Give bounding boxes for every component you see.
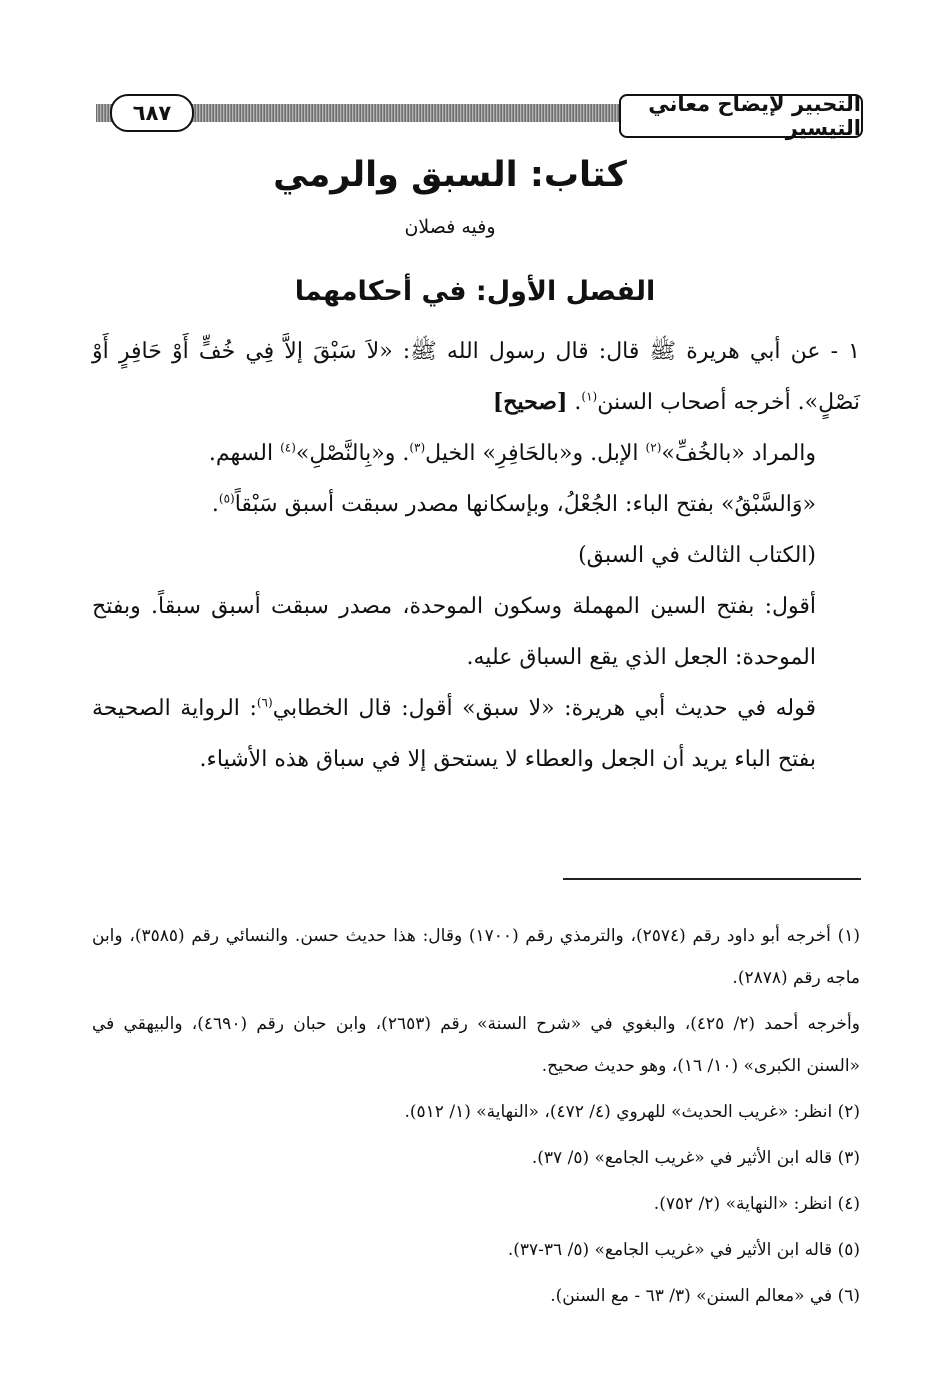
footnote: (٢) انظر: «غريب الحديث» للهروي (٤/ ٤٧٢)، «النهاية» (١/ ٥١٢).	[404, 1102, 860, 1122]
footnote-ref: (٥)	[218, 491, 235, 506]
footnote-ref: (٣)	[409, 440, 426, 455]
chapter-title: الفصل الأول: في أحكامهما	[294, 276, 656, 307]
footnote-ref: (١)	[581, 389, 598, 404]
footnote: (٦) في «معالم السنن» (٣/ ٦٣ - مع السنن).	[550, 1286, 860, 1306]
footnote-ref: (٢)	[645, 440, 662, 455]
commentary-paragraph: قوله في حديث أبي هريرة: «لا سبق» أقول: قال الخطابي$^{(٦)}$: الرواية الصحيحة بفتح الباء يريد أن الجعل والعطاء لا يستحق إلا في سباق هذه الأشياء.	[92, 695, 816, 772]
footnote-ref: (٤)	[280, 440, 296, 455]
footnote: وأخرجه أحمد (٢/ ٤٢٥)، والبغوي في «شرح السنة» رقم (٢٦٥٣)، وابن حبان رقم (٤٦٩٠)، والبيهقي في «السنن الكبرى» (١٠/ ١٦)، وهو حديث صحيح.	[92, 1014, 860, 1076]
hadith-text: ١ - عن أبي هريرة ﷺ قال: قال رسول الله ﷺ: «لاَ سَبْقَ إلاَّ فِي خُفٍّ أَوْ حَافِرٍ أَوْ نَصْلٍ». أخرجه أصحاب السنن	[92, 339, 860, 415]
commentary-paragraph: أقول: بفتح السين المهملة وسكون الموحدة، مصدر سبقت أسبق سبقاً. وبفتح الموحدة: الجعل الذي يقع السباق عليه.	[92, 594, 816, 670]
section-note: (الكتاب الثالث في السبق)	[578, 543, 816, 568]
hadith-paragraph: ١ - عن أبي هريرة ﷺ قال: قال رسول الله ﷺ: «لاَ سَبْقَ إلاَّ فِي خُفٍّ أَوْ حَافِرٍ أَوْ نَصْلٍ». أخرجه أصحاب السنن$^{(١)}$. [صحيح]	[92, 339, 860, 415]
page-number: ٦٨٧	[110, 94, 194, 132]
book-subtitle: وفيه فصلان	[404, 216, 496, 238]
running-header-title: التحبير لإيضاح معاني التيسير	[619, 94, 863, 138]
footnote: (١) أخرجه أبو داود رقم (٢٥٧٤)، والترمذي رقم (١٧٠٠) وقال: هذا حديث حسن. والنسائي رقم (٣٥٨٥)، وابن ماجه رقم (٢٨٧٨).	[92, 926, 860, 988]
running-header	[96, 92, 863, 140]
hadith-grade: [صحيح]	[492, 389, 568, 415]
footnote: (٤) انظر: «النهاية» (٢/ ٧٥٢).	[653, 1194, 860, 1214]
gloss-paragraph: «وَالسَّبْقُ» بفتح الباء: الجُعْلُ، وبإسكانها مصدر سبقت أسبق سَبْقاً$^{(٥)}$.	[211, 491, 816, 517]
book-title: كتاب: السبق والرمي	[273, 155, 627, 195]
gloss-paragraph: والمراد «بالخُفِّ»$^{(٢)}$ الإبل. و«بالحَافِرِ» الخيل$^{(٣)}$. و«بِالنَّصْلِ»$^{(٤)}$ السهم.	[208, 440, 816, 466]
main-text	[92, 326, 860, 785]
footnote: (٥) قاله ابن الأثير في «غريب الجامع» (٥/ ٣٦-٣٧).	[507, 1240, 860, 1260]
footnote-ref: (٦)	[256, 695, 273, 710]
footnotes	[92, 915, 860, 1321]
footnote-separator	[563, 878, 861, 880]
footnote: (٣) قاله ابن الأثير في «غريب الجامع» (٥/ ٣٧).	[531, 1148, 860, 1168]
